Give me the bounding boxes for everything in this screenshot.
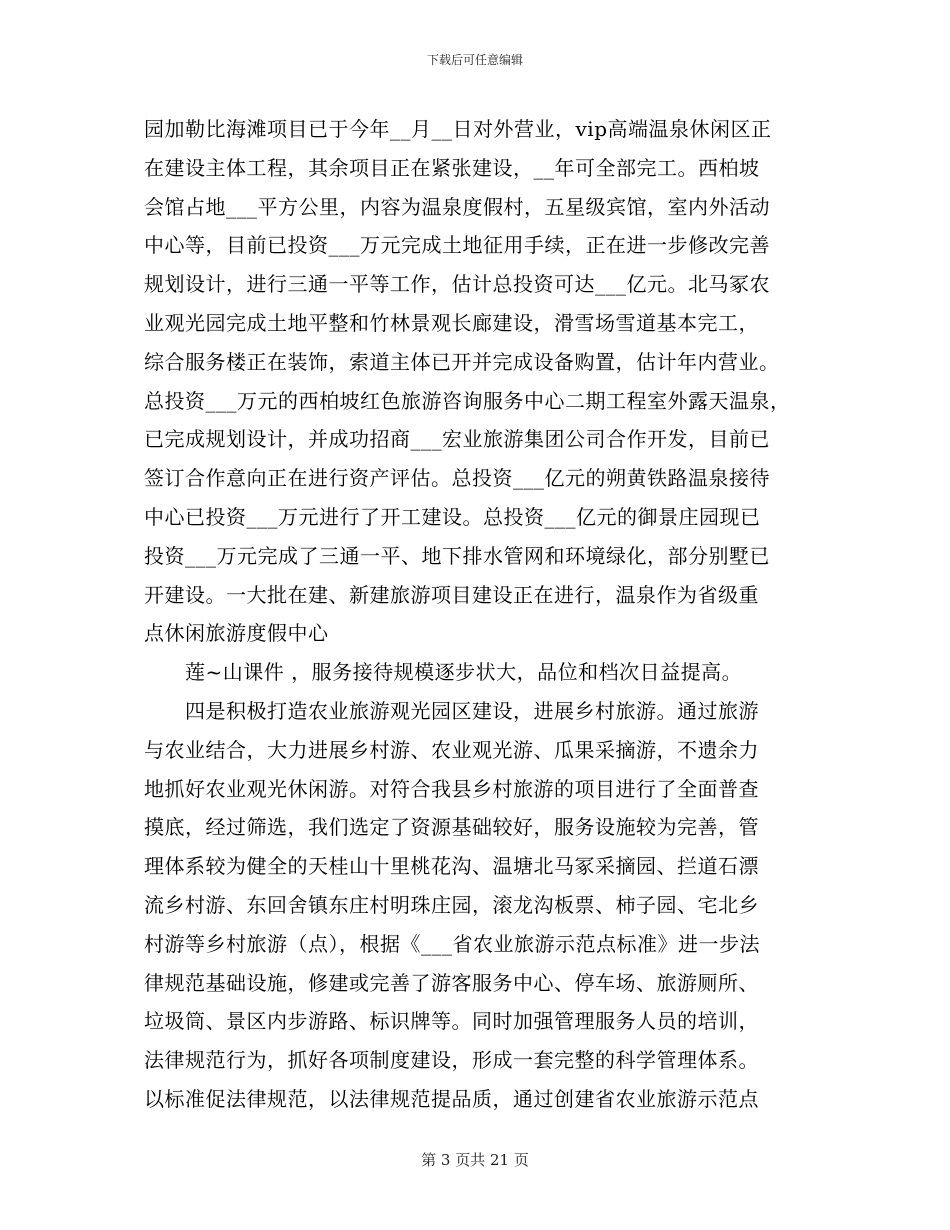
text-line: 村游等乡村旅游（点），根据《___省农业旅游示范点标准》进一步法 (144, 931, 760, 956)
text-line: 园加勒比海滩项目已于今年__月__日对外营业，vip高端温泉休闲区正 (144, 117, 772, 141)
text-line: 垃圾筒、景区内步游路、标识牌等。同时加强管理服务人员的培训， (144, 1009, 759, 1034)
text-line: 总投资___万元的西柏坡红色旅游咨询服务中心二期工程室外露天温泉， (144, 388, 791, 413)
text-line: 以标准促法律规范，以法律规范提品质，通过创建省农业旅游示范点 (144, 1086, 759, 1111)
text-line: 规划设计，进行三通一平等工作，估计总投资可达___亿元。北马冢农 (144, 272, 770, 297)
text-line: 中心等，目前已投资___万元完成土地征用手续，正在进一步修改完善 (144, 233, 770, 258)
text-line: 地抓好农业观光休闲游。对符合我县乡村旅游的项目进行了全面普查 (144, 776, 759, 801)
text-line: 在建设主体工程，其余项目正在紧张建设，__年可全部完工。西柏坡 (144, 155, 760, 180)
text-line: 流乡村游、东回舍镇东庄村明珠庄园，滚龙沟板票、柿子园、宅北乡 (144, 892, 759, 917)
text-line: 会馆占地___平方公里，内容为温泉度假村，五星级宾馆，室内外活动 (144, 194, 770, 219)
text-line: 理体系较为健全的天桂山十里桃花沟、温塘北马冢采摘园、拦道石漂 (144, 854, 759, 879)
text-line: 莲~山课件 ，服务接待规模逐步状大，品位和档次日益提高。 (144, 660, 743, 685)
page-header: 下载后可任意编辑 (426, 53, 523, 67)
text-line: 投资___万元完成了三通一平、地下排水管网和环境绿化，部分别墅已 (144, 543, 770, 568)
text-line: 摸底，经过筛选，我们选定了资源基础较好，服务设施较为完善，管 (144, 815, 759, 840)
text-line: 点休闲旅游度假中心 (144, 621, 329, 646)
text-line: 综合服务楼正在装饰，索道主体已开并完成设备购置，估计年内营业。 (144, 349, 780, 374)
text-line: 开建设。一大批在建、新建旅游项目建设正在进行，温泉作为省级重 (144, 582, 759, 607)
text-line: 中心已投资___万元进行了开工建设。总投资___亿元的御景庄园现已 (144, 504, 761, 529)
text-line: 与农业结合，大力进展乡村游、农业观光游、瓜果采摘游，不遗余力 (144, 737, 759, 762)
text-line: 已完成规划设计，并成功招商___宏业旅游集团公司合作开发，目前已 (144, 427, 770, 452)
text-line: 签订合作意向正在进行资产评估。总投资___亿元的朔黄铁路温泉接待 (144, 466, 770, 491)
text-line: 业观光园完成土地平整和竹林景观长廊建设，滑雪场雪道基本完工， (144, 310, 759, 335)
text-line: 律规范基础设施，修建或完善了游客服务中心、停车场、旅游厕所、 (144, 970, 759, 995)
page-number-footer: 第 3 页共 21 页 (421, 1151, 529, 1169)
text-line: 四是积极打造农业旅游观光园区建设，进展乡村旅游。通过旅游 (144, 698, 759, 723)
document-body (144, 110, 824, 1119)
text-line: 法律规范行为，抓好各项制度建设，形成一套完整的科学管理体系。 (144, 1048, 759, 1073)
